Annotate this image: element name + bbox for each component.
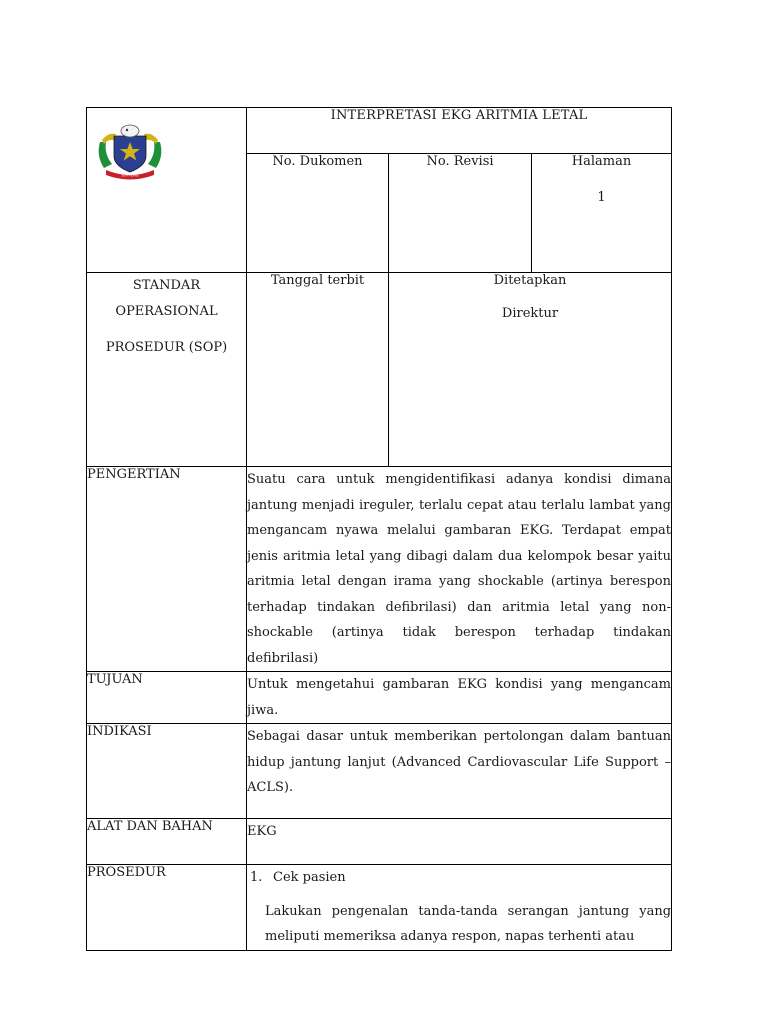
direktur-label: Direktur	[501, 306, 559, 321]
svg-text:SOPPENG: SOPPENG	[121, 173, 139, 178]
step-number: 1.	[250, 870, 263, 885]
halaman-value: 1	[597, 190, 606, 205]
tanggal-terbit-cell	[247, 273, 389, 467]
hospital-crest-icon	[94, 122, 166, 180]
indikasi-text: Sebagai dasar untuk memberikan pertolongan dalam bantuan hidup jantung lanjut (Advanced Cardiovascular Life Support – ACLS).	[247, 724, 672, 819]
pengertian-label: PENGERTIAN	[87, 467, 247, 672]
logo-cell	[87, 108, 247, 273]
indikasi-label: INDIKASI	[87, 724, 247, 819]
tujuan-label: TUJUAN	[87, 672, 247, 724]
no-dokumen-label: No. Dukomen	[272, 154, 363, 169]
document-title: INTERPRETASI EKG ARITMIA LETAL	[247, 108, 672, 154]
no-revisi-cell	[389, 154, 532, 273]
prosedur-label: PROSEDUR	[87, 865, 247, 951]
tujuan-text: Untuk mengetahui gambaran EKG kondisi yang mengancam jiwa.	[247, 672, 672, 724]
ditetapkan-cell	[389, 273, 672, 467]
sop-title-cell	[87, 273, 247, 467]
pengertian-text: Suatu cara untuk mengidentifikasi adanya kondisi dimana jantung menjadi ireguler, terlalu cepat atau terlalu lambat yang mengancam nyawa melalui gambaran EKG. Terdapat empat jenis aritmia letal yang dibagi dalam dua kelompok besar yaitu aritmia letal dengan irama yang shockable (artinya berespon terhadap tindakan defibrilasi) dan aritmia letal yang non-shockable (artinya tidak berespon terhadap tindakan defibrilasi)	[247, 467, 672, 672]
sop-title-line3: PROSEDUR (SOP)	[105, 340, 228, 355]
step-body: Lakukan pengenalan tanda-tanda serangan jantung yang meliputi memeriksa adanya respon, napas terhenti atau	[265, 903, 672, 944]
halaman-cell	[532, 154, 672, 273]
alat-bahan-text: EKG	[247, 819, 672, 865]
sop-title-line1: STANDAR	[132, 278, 201, 293]
no-revisi-label: No. Revisi	[426, 154, 494, 169]
prosedur-step-1	[247, 865, 671, 891]
ditetapkan-label: Ditetapkan	[493, 273, 567, 288]
tanggal-terbit-label: Tanggal terbit	[270, 273, 365, 288]
no-dokumen-cell	[247, 154, 389, 273]
step-title: Cek pasien	[273, 870, 346, 885]
halaman-label: Halaman	[571, 154, 632, 169]
sop-table	[86, 107, 672, 951]
sop-title-line2: OPERASIONAL	[115, 304, 218, 319]
alat-bahan-label: ALAT DAN BAHAN	[87, 819, 247, 865]
prosedur-cell	[247, 865, 672, 951]
